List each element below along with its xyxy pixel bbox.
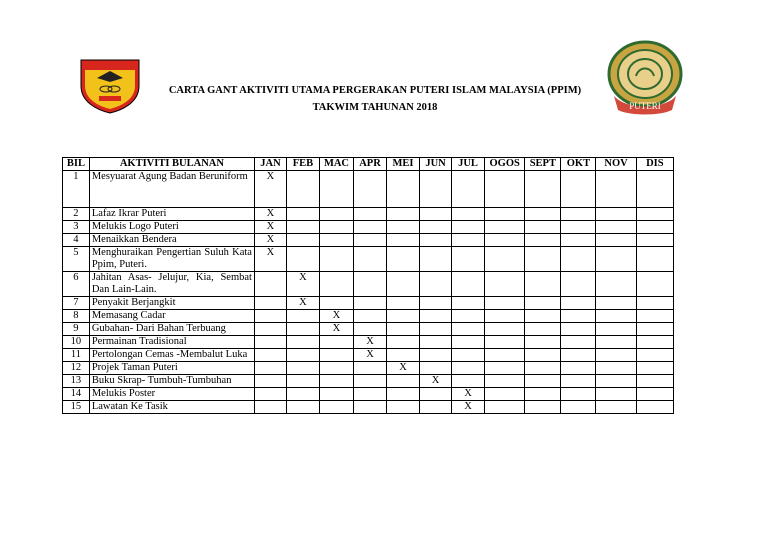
month-cell xyxy=(596,388,636,401)
month-cell xyxy=(596,401,636,414)
month-cell xyxy=(286,362,319,375)
month-cell xyxy=(319,247,353,272)
month-cell xyxy=(525,375,561,388)
month-cell xyxy=(636,310,673,323)
month-cell xyxy=(561,323,596,336)
table-row xyxy=(63,310,674,323)
month-cell xyxy=(254,310,286,323)
month-cell: X xyxy=(354,336,387,349)
month-cell xyxy=(636,208,673,221)
month-cell xyxy=(354,272,387,297)
column-header: MAC xyxy=(319,158,353,171)
month-cell xyxy=(485,310,525,323)
column-header: OGOS xyxy=(485,158,525,171)
month-cell xyxy=(636,297,673,310)
table-row xyxy=(63,221,674,234)
row-number: 10 xyxy=(63,336,90,349)
month-cell xyxy=(286,323,319,336)
month-cell xyxy=(354,208,387,221)
month-cell xyxy=(354,171,387,208)
month-cell xyxy=(354,388,387,401)
month-cell xyxy=(286,349,319,362)
activity-name: Lafaz Ikrar Puteri xyxy=(89,208,254,221)
month-cell xyxy=(561,349,596,362)
month-cell xyxy=(525,221,561,234)
month-cell: X xyxy=(319,323,353,336)
month-cell xyxy=(387,388,420,401)
month-cell xyxy=(387,323,420,336)
month-cell xyxy=(319,375,353,388)
activity-name: Menghuraikan Pengertian Suluh Kata Ppim, Puteri. xyxy=(89,247,254,272)
table-row xyxy=(63,297,674,310)
month-cell xyxy=(596,272,636,297)
month-cell xyxy=(254,362,286,375)
month-cell xyxy=(286,310,319,323)
month-cell xyxy=(561,297,596,310)
month-cell xyxy=(452,349,485,362)
month-cell xyxy=(354,310,387,323)
table-row xyxy=(63,234,674,247)
column-header: OKT xyxy=(561,158,596,171)
month-cell xyxy=(636,388,673,401)
table-row xyxy=(63,323,674,336)
month-cell xyxy=(387,349,420,362)
table-row xyxy=(63,401,674,414)
month-cell xyxy=(636,349,673,362)
month-cell xyxy=(636,401,673,414)
gantt-chart-table xyxy=(62,157,674,414)
column-header: FEB xyxy=(286,158,319,171)
activity-name: Buku Skrap- Tumbuh-Tumbuhan xyxy=(89,375,254,388)
month-cell xyxy=(420,310,452,323)
month-cell xyxy=(286,336,319,349)
month-cell xyxy=(452,171,485,208)
column-header: NOV xyxy=(596,158,636,171)
puteri-emblem-logo xyxy=(606,40,684,116)
month-cell xyxy=(485,221,525,234)
month-cell: X xyxy=(319,310,353,323)
month-cell xyxy=(525,349,561,362)
row-number: 7 xyxy=(63,297,90,310)
month-cell xyxy=(452,221,485,234)
month-cell xyxy=(596,349,636,362)
month-cell xyxy=(596,310,636,323)
month-cell xyxy=(452,247,485,272)
row-number: 2 xyxy=(63,208,90,221)
month-cell xyxy=(596,247,636,272)
school-crest-logo xyxy=(77,56,143,114)
month-cell xyxy=(525,208,561,221)
month-cell xyxy=(452,297,485,310)
month-cell xyxy=(525,401,561,414)
month-cell xyxy=(636,247,673,272)
activity-name: Menaikkan Bendera xyxy=(89,234,254,247)
month-cell xyxy=(354,362,387,375)
table-row xyxy=(63,208,674,221)
month-cell: X xyxy=(254,234,286,247)
month-cell xyxy=(452,375,485,388)
month-cell xyxy=(485,323,525,336)
month-cell xyxy=(485,272,525,297)
month-cell xyxy=(525,247,561,272)
month-cell xyxy=(561,336,596,349)
month-cell xyxy=(420,349,452,362)
month-cell xyxy=(452,272,485,297)
month-cell xyxy=(485,247,525,272)
month-cell xyxy=(596,208,636,221)
right-logo-ribbon-text: PUTERI xyxy=(629,101,661,111)
month-cell xyxy=(354,234,387,247)
month-cell: X xyxy=(387,362,420,375)
row-number: 6 xyxy=(63,272,90,297)
month-cell xyxy=(452,234,485,247)
month-cell: X xyxy=(452,388,485,401)
month-cell: X xyxy=(420,375,452,388)
month-cell xyxy=(387,310,420,323)
activity-name: Penyakit Berjangkit xyxy=(89,297,254,310)
row-number: 3 xyxy=(63,221,90,234)
month-cell xyxy=(254,401,286,414)
month-cell xyxy=(387,272,420,297)
month-cell xyxy=(354,323,387,336)
month-cell xyxy=(354,247,387,272)
month-cell xyxy=(387,221,420,234)
month-cell xyxy=(387,401,420,414)
month-cell: X xyxy=(254,208,286,221)
month-cell xyxy=(561,375,596,388)
row-number: 8 xyxy=(63,310,90,323)
month-cell xyxy=(420,362,452,375)
month-cell xyxy=(387,234,420,247)
month-cell xyxy=(420,208,452,221)
table-row xyxy=(63,349,674,362)
month-cell xyxy=(485,234,525,247)
activity-name: Lawatan Ke Tasik xyxy=(89,401,254,414)
month-cell: X xyxy=(452,401,485,414)
month-cell xyxy=(596,323,636,336)
month-cell xyxy=(420,171,452,208)
column-header: MEI xyxy=(387,158,420,171)
row-number: 4 xyxy=(63,234,90,247)
month-cell xyxy=(596,375,636,388)
month-cell xyxy=(286,247,319,272)
month-cell: X xyxy=(286,297,319,310)
month-cell xyxy=(354,375,387,388)
table-row xyxy=(63,375,674,388)
column-header: BIL xyxy=(63,158,90,171)
activity-name: Melukis Logo Puteri xyxy=(89,221,254,234)
activity-name: Projek Taman Puteri xyxy=(89,362,254,375)
month-cell xyxy=(596,221,636,234)
month-cell xyxy=(485,171,525,208)
column-header: JUN xyxy=(420,158,452,171)
month-cell xyxy=(420,221,452,234)
month-cell xyxy=(254,272,286,297)
activity-name: Gubahan- Dari Bahan Terbuang xyxy=(89,323,254,336)
month-cell xyxy=(420,297,452,310)
month-cell xyxy=(254,388,286,401)
month-cell xyxy=(561,401,596,414)
month-cell xyxy=(420,323,452,336)
month-cell xyxy=(596,234,636,247)
month-cell xyxy=(254,375,286,388)
month-cell xyxy=(319,362,353,375)
month-cell: X xyxy=(254,247,286,272)
month-cell xyxy=(525,234,561,247)
month-cell xyxy=(561,208,596,221)
activity-name: Pertolongan Cemas -Membalut Luka xyxy=(89,349,254,362)
month-cell xyxy=(525,323,561,336)
month-cell: X xyxy=(354,349,387,362)
month-cell xyxy=(319,297,353,310)
month-cell xyxy=(319,171,353,208)
month-cell xyxy=(525,336,561,349)
month-cell xyxy=(286,208,319,221)
month-cell xyxy=(596,297,636,310)
column-header: APR xyxy=(354,158,387,171)
column-header: DIS xyxy=(636,158,673,171)
month-cell xyxy=(319,349,353,362)
activity-name: Mesyuarat Agung Badan Beruniform xyxy=(89,171,254,208)
month-cell xyxy=(387,171,420,208)
month-cell xyxy=(636,375,673,388)
month-cell xyxy=(636,323,673,336)
month-cell xyxy=(561,388,596,401)
month-cell xyxy=(354,401,387,414)
month-cell xyxy=(286,375,319,388)
month-cell xyxy=(561,234,596,247)
table-row xyxy=(63,336,674,349)
month-cell xyxy=(387,375,420,388)
column-header: SEPT xyxy=(525,158,561,171)
row-number: 5 xyxy=(63,247,90,272)
month-cell xyxy=(387,297,420,310)
month-cell xyxy=(561,247,596,272)
column-header: JUL xyxy=(452,158,485,171)
month-cell xyxy=(485,362,525,375)
page-title: CARTA GANT AKTIVITI UTAMA PERGERAKAN PUTERI ISLAM MALAYSIA (PPIM) xyxy=(168,85,582,96)
month-cell xyxy=(636,362,673,375)
month-cell xyxy=(485,336,525,349)
month-cell xyxy=(485,297,525,310)
month-cell xyxy=(420,401,452,414)
month-cell xyxy=(319,401,353,414)
table-row xyxy=(63,171,674,208)
row-number: 14 xyxy=(63,388,90,401)
month-cell xyxy=(525,362,561,375)
month-cell xyxy=(420,272,452,297)
month-cell xyxy=(319,336,353,349)
month-cell xyxy=(485,208,525,221)
month-cell xyxy=(561,272,596,297)
month-cell xyxy=(254,336,286,349)
month-cell xyxy=(485,388,525,401)
month-cell xyxy=(286,401,319,414)
month-cell xyxy=(525,297,561,310)
row-number: 12 xyxy=(63,362,90,375)
month-cell xyxy=(354,221,387,234)
month-cell xyxy=(561,362,596,375)
month-cell xyxy=(420,336,452,349)
month-cell xyxy=(525,388,561,401)
month-cell xyxy=(452,208,485,221)
column-header: AKTIVITI BULANAN xyxy=(89,158,254,171)
month-cell xyxy=(636,234,673,247)
month-cell xyxy=(596,171,636,208)
activity-name: Jahitan Asas- Jelujur, Kia, Sembat Dan Lain-Lain. xyxy=(89,272,254,297)
month-cell xyxy=(319,208,353,221)
month-cell xyxy=(485,375,525,388)
month-cell xyxy=(485,349,525,362)
table-header-row xyxy=(63,158,674,171)
month-cell xyxy=(525,310,561,323)
month-cell xyxy=(561,171,596,208)
month-cell xyxy=(286,234,319,247)
activity-name: Melukis Poster xyxy=(89,388,254,401)
month-cell xyxy=(452,362,485,375)
row-number: 13 xyxy=(63,375,90,388)
month-cell xyxy=(452,310,485,323)
month-cell xyxy=(452,323,485,336)
month-cell xyxy=(636,171,673,208)
month-cell: X xyxy=(254,221,286,234)
month-cell xyxy=(387,208,420,221)
table-row xyxy=(63,272,674,297)
month-cell xyxy=(354,297,387,310)
month-cell xyxy=(387,247,420,272)
month-cell xyxy=(561,310,596,323)
month-cell xyxy=(254,323,286,336)
month-cell xyxy=(254,297,286,310)
month-cell xyxy=(286,171,319,208)
row-number: 15 xyxy=(63,401,90,414)
month-cell xyxy=(420,388,452,401)
table-row xyxy=(63,362,674,375)
activity-name: Memasang Cadar xyxy=(89,310,254,323)
month-cell xyxy=(596,362,636,375)
month-cell xyxy=(319,234,353,247)
month-cell xyxy=(319,221,353,234)
month-cell xyxy=(636,272,673,297)
month-cell xyxy=(319,388,353,401)
row-number: 9 xyxy=(63,323,90,336)
month-cell xyxy=(561,221,596,234)
month-cell xyxy=(596,336,636,349)
month-cell xyxy=(525,171,561,208)
table-row xyxy=(63,388,674,401)
month-cell xyxy=(636,221,673,234)
month-cell xyxy=(636,336,673,349)
table-row xyxy=(63,247,674,272)
row-number: 11 xyxy=(63,349,90,362)
month-cell: X xyxy=(254,171,286,208)
month-cell xyxy=(485,401,525,414)
row-number: 1 xyxy=(63,171,90,208)
month-cell xyxy=(452,336,485,349)
month-cell xyxy=(525,272,561,297)
month-cell xyxy=(254,349,286,362)
activity-name: Permainan Tradisional xyxy=(89,336,254,349)
month-cell xyxy=(387,336,420,349)
month-cell: X xyxy=(286,272,319,297)
column-header: JAN xyxy=(254,158,286,171)
month-cell xyxy=(420,247,452,272)
month-cell xyxy=(286,221,319,234)
page-subtitle: TAKWIM TAHUNAN 2018 xyxy=(312,102,438,113)
month-cell xyxy=(420,234,452,247)
month-cell xyxy=(319,272,353,297)
month-cell xyxy=(286,388,319,401)
